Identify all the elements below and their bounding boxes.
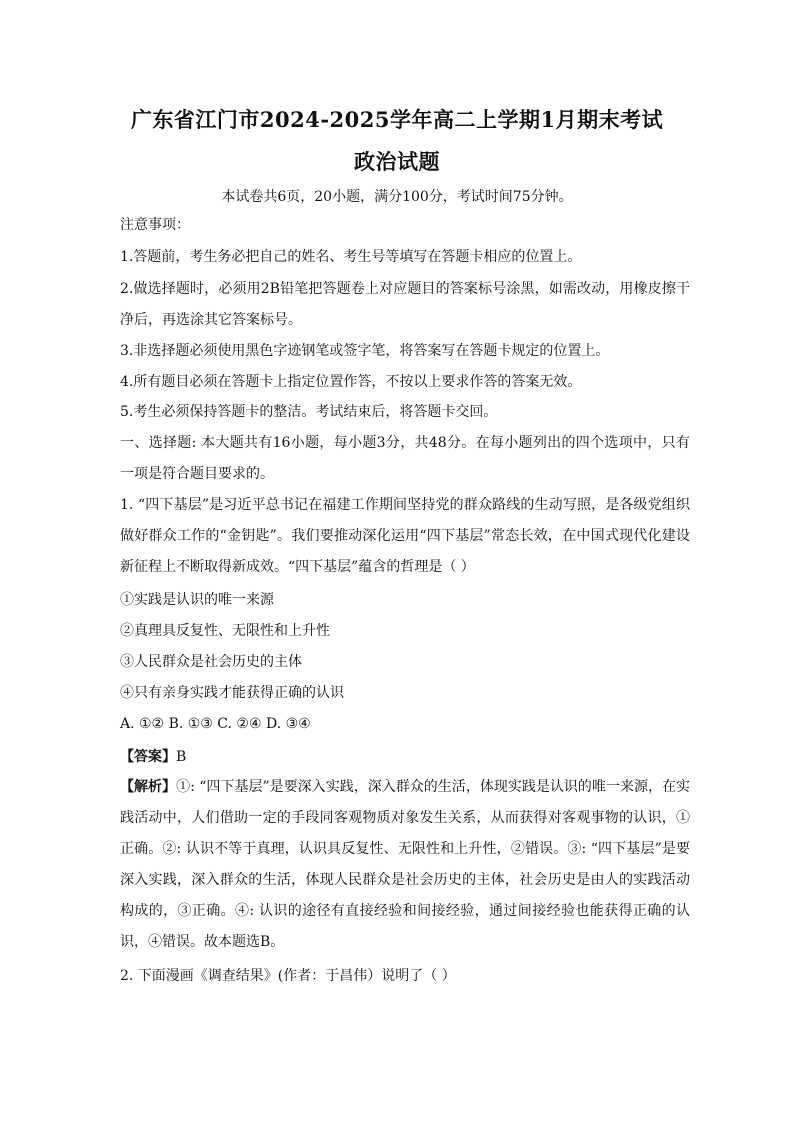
analysis-label: 【解析】 xyxy=(120,779,177,795)
notice-heading: 注意事项： xyxy=(120,217,190,233)
question-1-option-2: ②真理具反复性、无限性和上升性 xyxy=(120,623,330,639)
question-1-choices: A. ①② B. ①③ C. ②④ D. ③④ xyxy=(120,716,311,732)
question-2-stem: 2. 下面漫画《调查结果》(作者：于昌伟）说明了（ ） xyxy=(120,968,456,984)
notice-item-5: 5.考生必须保持答题卡的整洁。考试结束后，将答题卡交回。 xyxy=(120,404,498,420)
answer-label: 【答案】 xyxy=(120,749,176,765)
answer-value: B xyxy=(176,749,187,765)
exam-title: 广东省江门市2024-2025学年高二上学期1月期末考试 xyxy=(130,107,664,132)
exam-subject: 政治试题 xyxy=(354,149,440,174)
notice-item-4: 4.所有题目必须在答题卡上指定位置作答，不按以上要求作答的答案无效。 xyxy=(120,374,582,390)
question-1-option-3: ③人民群众是社会历史的主体 xyxy=(120,654,302,670)
question-1-answer xyxy=(120,747,690,767)
notice-item-1: 1.答题前，考生务必把自己的姓名、考生号等填写在答题卡相应的位置上。 xyxy=(120,249,582,265)
section-heading: 一、选择题: 本大题共有16小题，每小题3分，共48分。在每小题列出的四个选项中，只有一项是符合题目要求的。 xyxy=(120,435,690,482)
question-1-analysis xyxy=(120,772,690,958)
question-1-option-1: ①实践是认识的唯一来源 xyxy=(120,592,274,608)
notice-item-3: 3.非选择题必须使用黑色字迹钢笔或签字笔，将答案写在答题卡规定的位置上。 xyxy=(120,343,610,359)
exam-info: 本试卷共6页，20小题，满分100分，考试时间75分钟。 xyxy=(221,189,573,205)
analysis-text: ①: “四下基层”是要深入实践，深入群众的生活，体现实践是认识的唯一来源，在实践活动中，人们借助一定的手段同客观物质对象发生关系，从而获得对客观事物的认识，①正确。②: 认识不等于真理，认识具反复性、无限性和上升性，②错误。③: “四下基层”是要深入实践，深入群众的生活，体现人民群众是社会历史的主体，社会历史是由人的实践活动构成的，③正确。④: 认识的途径有直接经验和间接经验，通过间接经验也能获得正确的认识，④错误。故本题选B。 xyxy=(120,779,691,950)
question-1-option-4: ④只有亲身实践才能获得正确的认识 xyxy=(120,685,344,701)
notice-item-2: 2.做选择题时，必须用2B铅笔把答题卷上对应题目的答案标号涂黑，如需改动，用橡皮擦干净后，再选涂其它答案标号。 xyxy=(120,281,690,328)
question-1-stem: 1. “四下基层”是习近平总书记在福建工作期间坚持党的群众路线的生动写照，是各级党组织做好群众工作的“金钥匙”。我们要推动深化运用“四下基层”常态长效，在中国式现代化建设新征程上不断取得新成效。“四下基层”蕴含的哲理是（ ） xyxy=(120,497,690,575)
